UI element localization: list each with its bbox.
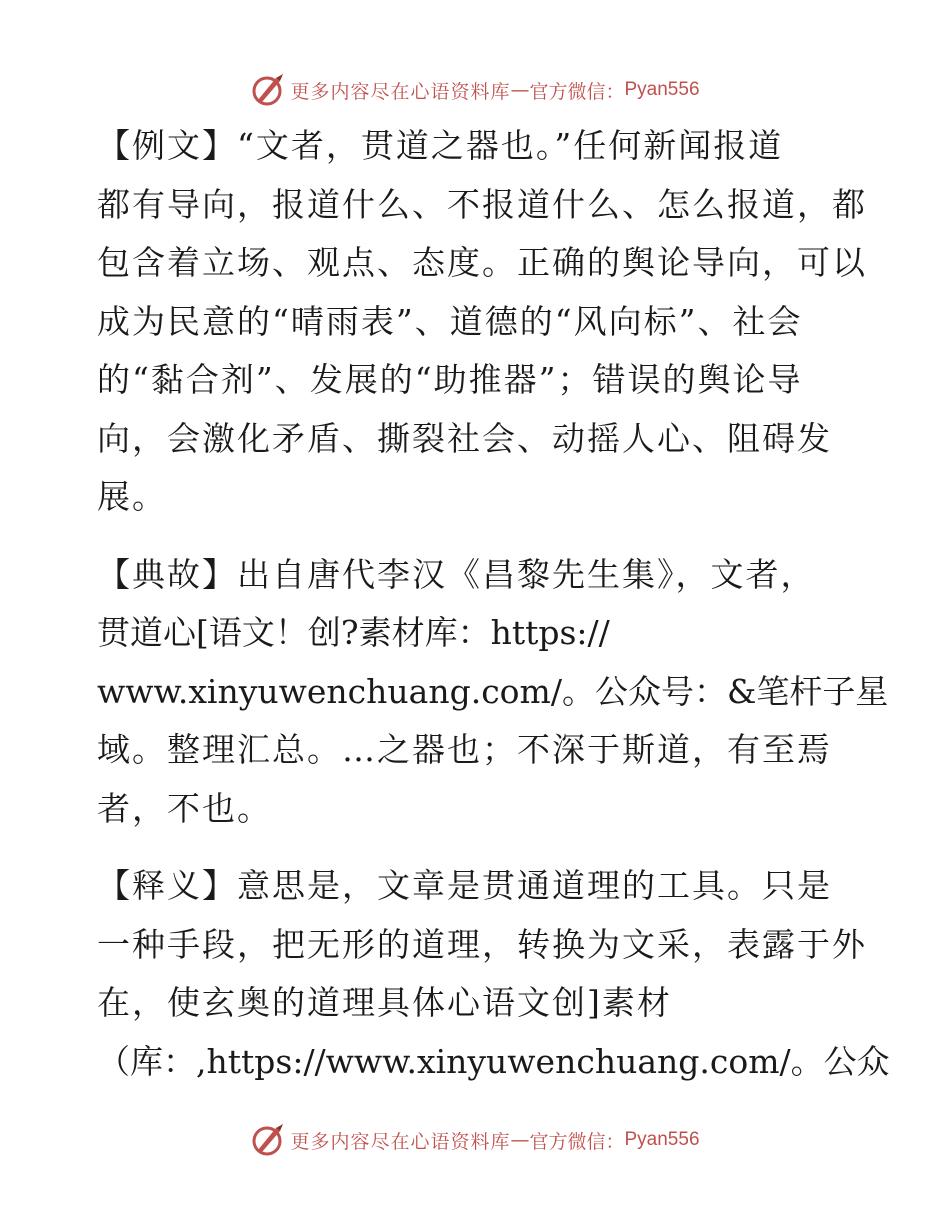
text-line: 在，使玄奥的道理具体心语文创]素材 (97, 983, 672, 1022)
text-line: 向，会激化矛盾、撕裂社会、动摇人心、阻碍发 (97, 418, 832, 458)
banner-wechat-label: 官方微信： (529, 80, 625, 103)
text-line: 【典故】出自唐代李汉《昌黎先生集》，文者， (97, 554, 816, 594)
text-line: 【释义】意思是，文章是贯通道理的工具。只是 (97, 866, 832, 905)
banner-dash: — (510, 1129, 530, 1151)
quill-pen-icon (250, 72, 286, 108)
text-line: 的“黏合剂”、发展的“助推器”；错误的舆论导 (97, 360, 803, 399)
banner-wechat-id: Pyan556 (624, 79, 700, 100)
text-line: 都有导向，报道什么、不报道什么、怎么报道，都 (97, 184, 867, 224)
text-line: 一种手段，把无形的道理，转换为文采，表露于外 (97, 924, 867, 964)
text-line: （库：,https://www.xinyuwenchuang.com/。公众 (97, 1041, 890, 1081)
banner-dash: — (510, 79, 530, 101)
document-body (97, 117, 890, 1110)
banner-wechat-id: Pyan556 (624, 1129, 700, 1150)
text-line: 域。整理汇总。…之器也；不深于斯道，有至焉 (97, 730, 832, 769)
quill-pen-icon (250, 1122, 286, 1158)
paragraph-allusion (97, 546, 889, 839)
text-line: 者，不也。 (97, 788, 272, 828)
text-line: 包含着立场、观点、态度。正确的舆论导向，可以 (97, 243, 867, 282)
text-line: 贯道心[语文！创?素材库：https:// (97, 613, 610, 652)
banner-main-text: 更多内容尽在心语资料库 (290, 1130, 511, 1153)
text-line: 展。 (97, 477, 167, 516)
paragraph-example (97, 117, 867, 527)
banner-main-text: 更多内容尽在心语资料库 (290, 80, 511, 103)
text-line: 成为民意的“晴雨表”、道德的“风向标”、社会 (97, 301, 803, 341)
paragraph-meaning (97, 857, 890, 1091)
banner-wechat-label: 官方微信： (529, 1130, 625, 1153)
header-banner (0, 70, 950, 110)
text-line: www.xinyuwenchuang.com/。公众号：&笔杆子星 (97, 671, 889, 711)
footer-banner (0, 1120, 950, 1160)
text-line: 【例文】“文者，贯道之器也。”任何新闻报道 (97, 126, 784, 165)
